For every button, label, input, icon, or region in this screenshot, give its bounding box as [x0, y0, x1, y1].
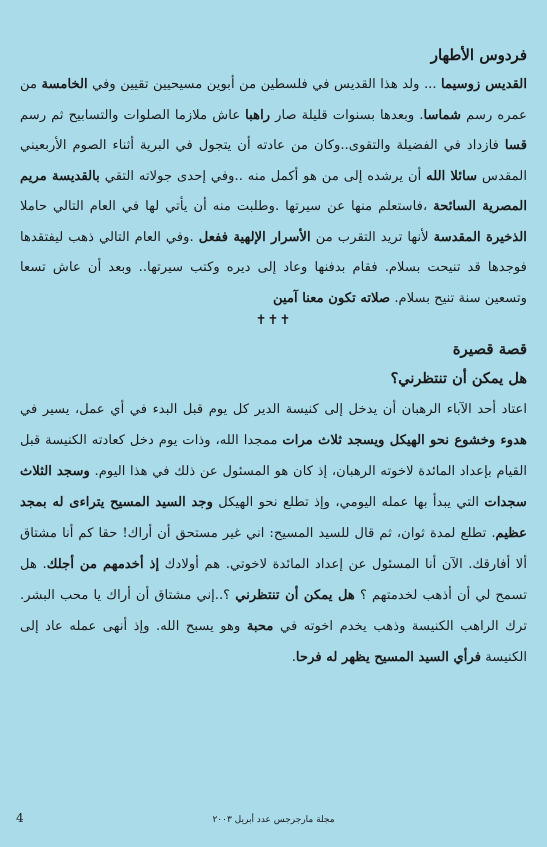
section-title-paradise: فردوس الأطهار — [430, 46, 527, 64]
bold-phrase: محبة — [246, 619, 274, 634]
bold-phrase: وجد السيد المسيح يتراءى له بمجد عظيم — [20, 495, 527, 541]
story-subtitle: هل يمكن أن تنتظرني؟ — [390, 370, 527, 387]
text-run: ،فاستعلم منها عن سيرتها .وطلبت منه أن يأتي لها في العام التالي حاملا — [20, 199, 434, 214]
page-footer — [0, 809, 547, 825]
bold-phrase: سائلا الله — [426, 168, 478, 184]
bold-phrase: الذخيرة المقدسة — [433, 229, 527, 245]
text-run: . وبعدها بسنوات قليلة صار — [270, 107, 424, 123]
text-run: ممجدا الله، وذات يوم دخل كعادته الكنيسة قبل القيام بإعداد المائدة لاخوته الرهبان، إذ كان هو المسئول عن ذلك في هذا اليوم. — [20, 433, 527, 479]
bold-phrase: هل يمكن أن تنتظرني — [235, 588, 355, 603]
bold-phrase: قسا — [504, 138, 527, 153]
crosses-ornament: ✝✝✝ — [255, 313, 292, 328]
bold-phrase: إذ أخدمهم من أجلك — [46, 557, 160, 572]
text-run: أن يرشده إلى من هو أكمل منه ..وفي إحدى جولاته التقي — [99, 168, 427, 184]
text-run: . — [291, 650, 296, 665]
text-run: التي يبدأ بها عمله اليومي، وإذ تطلع نحو الهيكل — [212, 495, 485, 510]
text-run: . هل تسمح لي أن أذهب لخدمتهم ؟ — [20, 557, 527, 603]
text-run: .وفي العام التالي ذهب ليفتقدها فوجدها قد تنيحت بسلام. فقام بدفنها وعاد إلى ديره وكتب سيرتها.. وبعد أن عاش تسعا وتسعين سنة تنيح بسلام. — [20, 229, 527, 306]
text-run: اعتاد أحد الآباء الرهبان أن يدخل إلى كنيسة الدير كل يوم قبل البدء في أي عمل، يسير في — [20, 402, 527, 417]
text-run: من عمره رسم — [20, 77, 528, 123]
bold-phrase: شماسا — [423, 107, 462, 123]
bold-phrase: هدوء وخشوع نحو الهيكل ويسجد ثلاث مرات — [282, 433, 527, 448]
footer-magazine-title: مجلة مارجرجس عدد أبريل ٢٠٠٣ — [212, 815, 335, 825]
bold-phrase: صلاته تكون معنا آمين — [272, 290, 391, 306]
bold-phrase: بالقديسة مريم المصرية السائحة — [20, 168, 527, 214]
bold-phrase: وسجد الثلاث سجدات — [20, 464, 527, 510]
text-run: فازداد في الفضيلة والتقوى..وكان من عادته أن يتجول في البرية أثناء الصوم الأربعيني المقدس — [20, 138, 527, 184]
bold-phrase: راهبا — [245, 107, 271, 123]
text-run: ... ولد هذا القديس في فلسطين من أبوين مسيحيين تقيين وفي — [87, 77, 441, 92]
text-run: ؟..إني مشتاق أن أراك يا محب البشر. ترك الراهب الكنيسة وذهب يخدم اخوته في — [20, 588, 527, 634]
text-run: عاش ملازما الصلوات والتسابيح ثم رسم — [20, 107, 246, 123]
text-run: وهو يسبح الله. وإذ أنهى عمله عاد إلى الكنيسة — [20, 619, 527, 665]
bold-phrase: الخامسة — [41, 77, 88, 92]
saint-zosimas-paragraph — [20, 70, 527, 314]
page-number: 4 — [16, 811, 24, 825]
bold-phrase: القديس زوسيما — [440, 77, 527, 92]
bold-phrase: الأسرار الإلهية ففعل — [198, 229, 311, 245]
short-story-paragraph — [20, 394, 527, 673]
section-title-short-story: قصة قصيرة — [452, 340, 527, 358]
text-run: لأنها تريد التقرب من — [310, 229, 434, 245]
text-run: . تطلع لمدة ثوان، ثم قال للسيد المسيح: اني غير مستحق أن أراك! حقا كم أنا مشتاق ألا أفارقك. الآن أنا المسئول عن إعداد المائدة لاخوتي. هم أولادك — [20, 526, 527, 572]
bold-phrase: فرأي السيد المسيح يظهر له فرحا — [295, 650, 482, 665]
